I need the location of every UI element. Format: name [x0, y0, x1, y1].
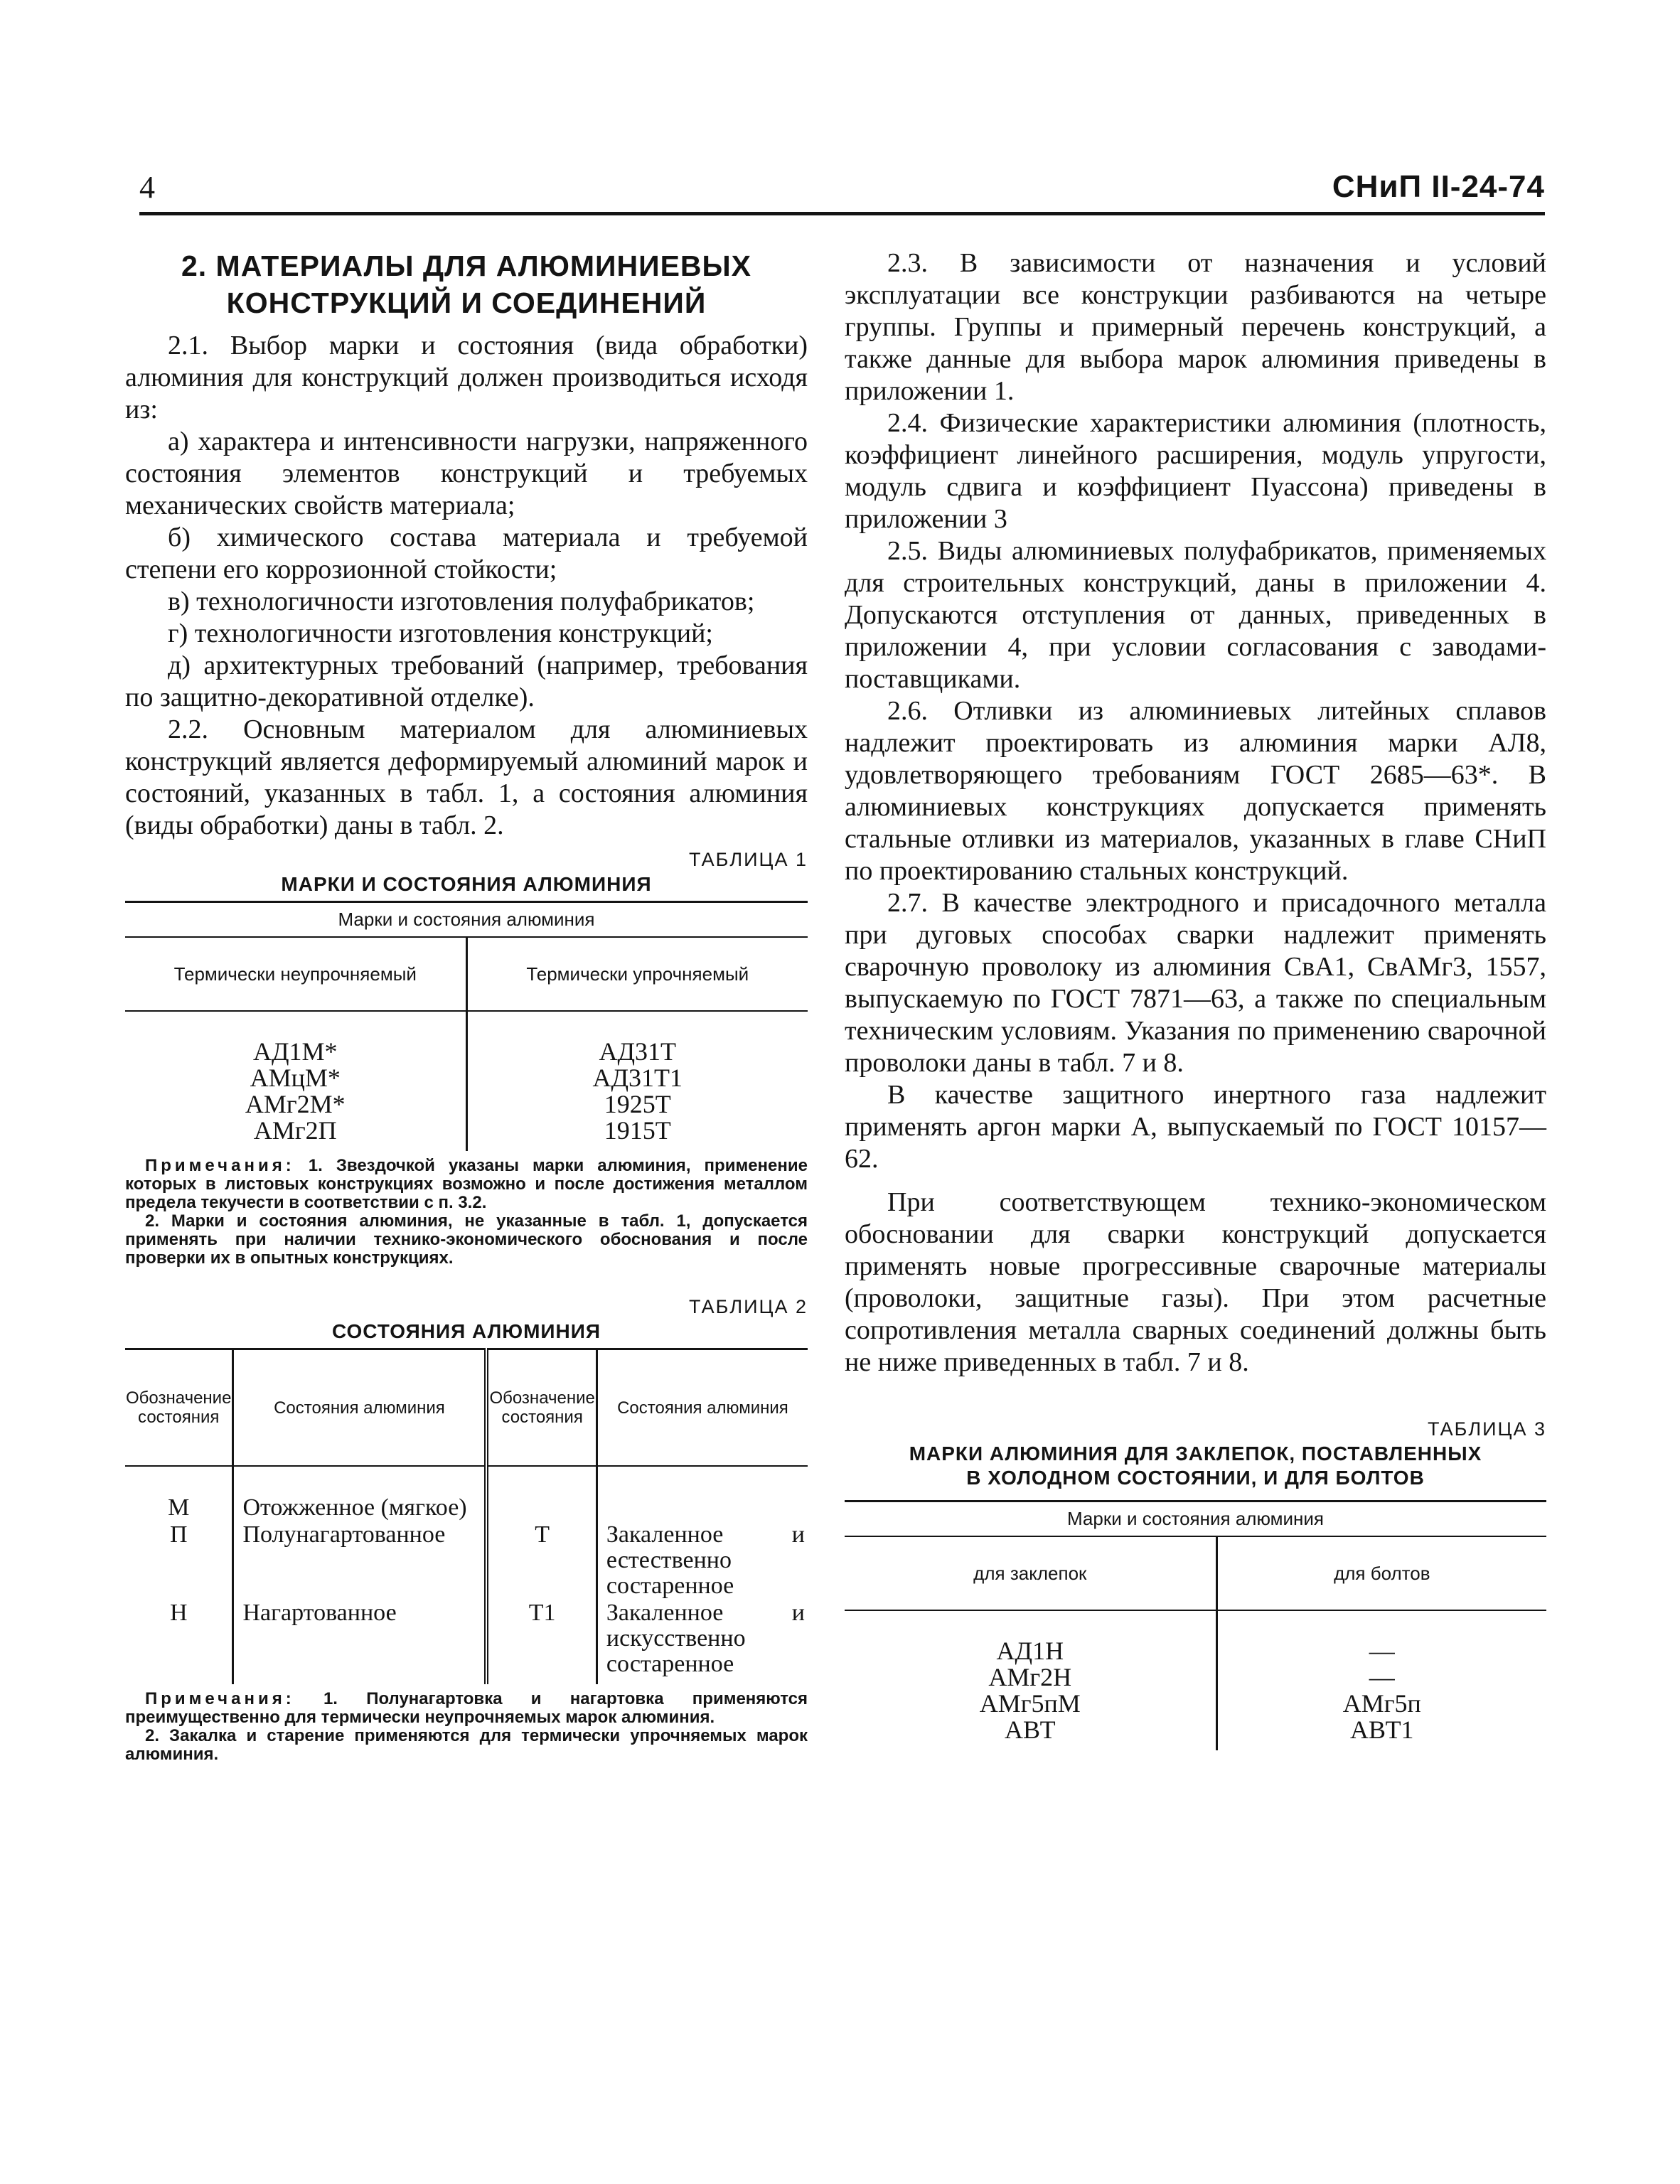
table3-col2-item: — [1369, 1663, 1395, 1691]
table2-code: Т [486, 1521, 596, 1600]
table3-col2-item: — [1369, 1637, 1395, 1665]
table1-col1-header: Термически неупрочняемый [125, 937, 466, 1011]
paragraph-2-1-v: в) технологичности изготовления полуфабрикатов; [168, 587, 755, 616]
table2-code: Н [125, 1600, 233, 1684]
table2-note-1 [125, 1690, 808, 1727]
table-row [125, 1521, 808, 1600]
table2-header-state2: Состояния алюминия [596, 1349, 808, 1467]
table2-header-code1: Обозначение состояния [125, 1349, 233, 1467]
table1 [125, 901, 808, 1151]
table2-header-state1: Состояния алюминия [233, 1349, 487, 1467]
table2-code: М [125, 1466, 233, 1521]
table3-title-line1: МАРКИ АЛЮМИНИЯ ДЛЯ ЗАКЛЕПОК, ПОСТАВЛЕННЫХ [909, 1442, 1482, 1465]
paragraph-2-6: 2.6. Отливки из алюминиевых литейных сплавов надлежит проектировать из алюминия марки АЛ8, удовлетворяющего требованиям ГОСТ 2685—63*. В алюминиевых конструкциях допускается применять стальные отливки из материалов, указанных в главе СНиП по проектированию стальных конструкций. [845, 696, 1546, 886]
table1-col2-item: АД31Т1 [592, 1064, 683, 1092]
table1-col2-cell [466, 1011, 808, 1151]
header-rule [139, 212, 1545, 215]
table1-span-header: Марки и состояния алюминия [125, 902, 808, 938]
table2-label: ТАБЛИЦА 2 [689, 1296, 808, 1317]
table1-note-1-text: 1. Звездочкой указаны марки алюминия, применение которых в листовых конструкциях возможно и после достижения металлом предела текучести в соответствии с п. 3.2. [125, 1156, 808, 1212]
table1-col1-cell [125, 1011, 466, 1151]
section-title [125, 247, 808, 321]
left-column [125, 247, 808, 1764]
paragraph-2-4: 2.4. Физические характеристики алюминия (плотность, коэффициент линейного расширения, модуль упругости, модуль сдвига и коэффициент Пуассона) приведены в приложении 3 [845, 408, 1546, 534]
table1-note-word: Примечания: [145, 1156, 295, 1175]
table3-title-line2: В ХОЛОДНОМ СОСТОЯНИИ, И ДЛЯ БОЛТОВ [966, 1467, 1425, 1489]
table2-note-word: Примечания: [145, 1689, 295, 1708]
page-number: 4 [139, 170, 155, 205]
table1-col1-item: АМг2П [253, 1116, 337, 1145]
table3-title [845, 1442, 1546, 1490]
table2-code: П [125, 1521, 233, 1600]
paragraph-2-1-b: б) химического состава материала и требуемой степени его коррозионной стойкости; [125, 523, 808, 584]
table2-state: Нагартованное [233, 1600, 487, 1684]
table3 [845, 1500, 1546, 1750]
table1-col1-item: АМцМ* [250, 1064, 341, 1092]
paragraph-2-2: 2.2. Основным материалом для алюминиевых конструкций является деформируемый алюминий марок и состояний, указанных в табл. 1, а состояния алюминия (виды обработки) даны в табл. 2. [125, 714, 808, 840]
table3-col1-header: для заклепок [845, 1536, 1216, 1610]
table3-col2-item: АВТ1 [1350, 1715, 1414, 1744]
table2-title: СОСТОЯНИЯ АЛЮМИНИЯ [331, 1320, 601, 1342]
section-title-line2: КОНСТРУКЦИЙ И СОЕДИНЕНИЙ [226, 287, 707, 319]
paragraph-2-7-new-materials: При соответствующем технико-экономическом обосновании для сварки конструкций допускается применять новые прогрессивные сварочные материалы (проволоки, защитные газы). При этом расчетные сопротивления металла сварных соединений должны быть не ниже приведенных в табл. 7 и 8. [845, 1187, 1546, 1377]
table2 [125, 1348, 808, 1684]
table2-code [486, 1466, 596, 1521]
table1-col1-item: АМг2М* [245, 1090, 346, 1118]
paragraph-2-1-g: г) технологичности изготовления конструкций; [168, 619, 713, 648]
paragraph-2-3: 2.3. В зависимости от назначения и условий эксплуатации все конструкции разбиваются на четыре группы. Группы и примерный перечень конструкций, а также данные для выбора марок алюминия приведены в приложении 1. [845, 248, 1546, 406]
table2-note-1-text: 1. Полунагартовка и нагартовка применяются преимущественно для термически неупрочняемых марок алюминия. [125, 1689, 808, 1727]
table2-code: Т1 [486, 1600, 596, 1684]
table3-col1-cell [845, 1610, 1216, 1750]
table3-col1-item: АМг2Н [988, 1663, 1072, 1691]
table1-note-1 [125, 1157, 808, 1212]
paragraph-2-7-gas: В качестве защитного инертного газа надлежит применять аргон марки А, выпускаемый по ГОСТ 10157—62. [845, 1080, 1546, 1174]
table3-col1-item: АМг5пМ [979, 1689, 1081, 1718]
paragraph-2-5: 2.5. Виды алюминиевых полуфабрикатов, применяемых для строительных конструкций, даны в приложении 4. Допускаются отступления от данных, приведенных в приложении 4, при условии согласования с заводами-поставщиками. [845, 536, 1546, 694]
document-code: СНиП II-24-74 [1332, 169, 1545, 204]
table1-col2-item: 1915Т [604, 1116, 671, 1145]
table3-col2-item: АМг5п [1342, 1689, 1421, 1718]
table1-col2-header: Термически упрочняемый [466, 937, 808, 1011]
table3-col1-item: АД1Н [996, 1637, 1064, 1665]
table3-col2-header: для болтов [1216, 1536, 1546, 1610]
table3-col2-cell [1216, 1610, 1546, 1750]
table2-state: Закаленное и искусственно состаренное [606, 1600, 805, 1677]
table-row [125, 1600, 808, 1684]
paragraph-2-1-a: а) характера и интенсивности нагрузки, напряженного состояния элементов конструкций и требуемых механических свойств материала; [125, 427, 808, 520]
table1-label: ТАБЛИЦА 1 [689, 849, 808, 870]
section-title-line1: 2. МАТЕРИАЛЫ ДЛЯ АЛЮМИНИЕВЫХ [181, 250, 752, 282]
table3-span-header: Марки и состояния алюминия [845, 1502, 1546, 1537]
table-row [125, 1466, 808, 1521]
table1-note-2: 2. Марки и состояния алюминия, не указанные в табл. 1, допускается применять при наличии технико-экономического обоснования и после проверки их в опытных конструкциях. [125, 1211, 808, 1268]
table3-col1-item: АВТ [1005, 1715, 1056, 1744]
table1-col2-item: АД31Т [599, 1037, 677, 1066]
paragraph-2-7: 2.7. В качестве электродного и присадочного металла при дуговых способах сварки надлежит применять сварочную проволоку из алюминия СвА1, СвАМг3, 1557, выпускаемую по ГОСТ 7871—63, а также по специальным техническим условиям. Указания по применению сварочной проволоки даны в табл. 7 и 8. [845, 888, 1546, 1078]
table1-title: МАРКИ И СОСТОЯНИЯ АЛЮМИНИЯ [281, 873, 652, 895]
table1-col2-item: 1925Т [604, 1090, 671, 1118]
paragraph-2-1-d: д) архитектурных требований (например, требования по защитно-декоративной отделке). [125, 651, 808, 712]
right-column [845, 247, 1546, 1750]
table2-state [596, 1466, 808, 1521]
table2-header-code2: Обозначение состояния [486, 1349, 596, 1467]
table3-label: ТАБЛИЦА 3 [1428, 1418, 1546, 1440]
paragraph-2-1: 2.1. Выбор марки и состояния (вида обработки) алюминия для конструкций должен производиться исходя из: [125, 331, 808, 424]
table2-state: Закаленное и естественно состаренное [606, 1521, 805, 1599]
table2-state: Полунагартованное [233, 1521, 487, 1600]
table1-col1-item: АД1М* [252, 1037, 338, 1066]
table2-state: Отожженное (мягкое) [233, 1466, 487, 1521]
table2-note-2: 2. Закалка и старение применяются для термически упрочняемых марок алюминия. [125, 1726, 808, 1764]
